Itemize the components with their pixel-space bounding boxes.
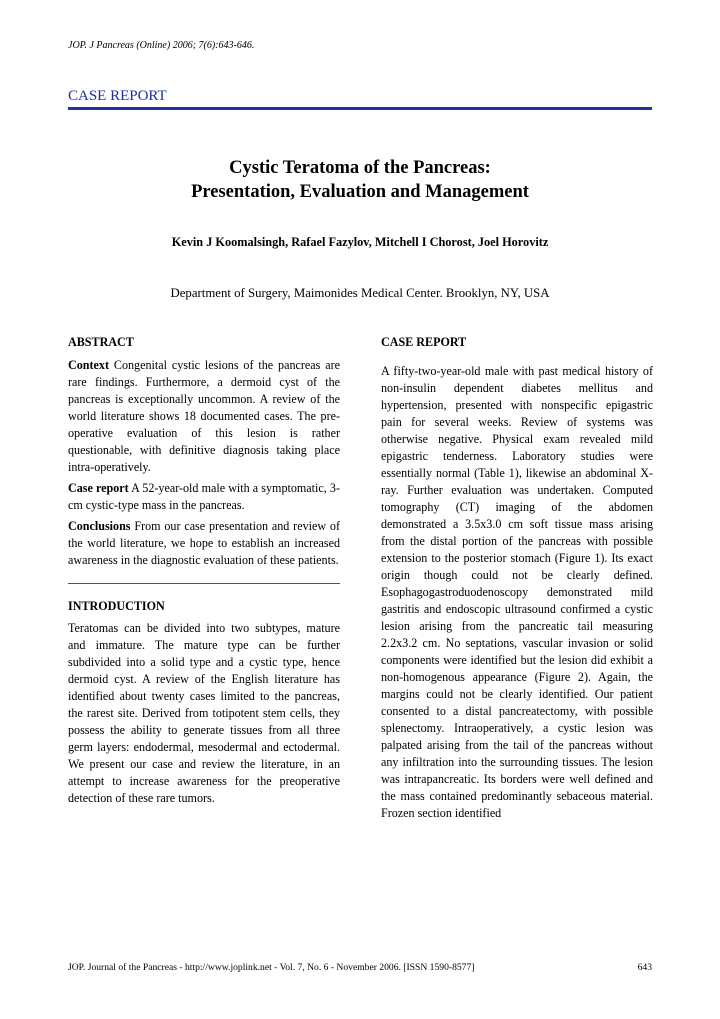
title-line-1: Cystic Teratoma of the Pancreas: [229,158,491,178]
article-title [68,156,652,204]
introduction-text: Teratomas can be divided into two subtypes, mature and immature. The mature type can be further subdivided into a solid type and a cystic type, hence dermoid cyst. A review of the English literature has identified about twenty cases limited to the pancreas, the rarest site. Derived from totipotent stem cells, they possess the ability to generate tissues from all three germ layers: endodermal, mesodermal and ectodermal. We present our case and review the literature, in an attempt to increase awareness for the preoperative detection of these rare tumors. [68,621,340,805]
page-number: 643 [637,962,652,973]
right-column [381,334,653,826]
context-text: Congenital cystic lesions of the pancreas are rare findings. Furthermore, a dermoid cyst of the pancreas is exceptionally uncommon. A review of the world literature shows 18 documented cases. The pre-operative evaluation of this lesion is rather questionable, with definitive diagnosis taking place intra-operatively. [68,358,340,474]
section-tag: CASE REPORT [68,88,167,104]
author-list: Kevin J Koomalsingh, Rafael Fazylov, Mitchell I Chorost, Joel Horovitz [171,235,549,249]
case-report-body: A fifty-two-year-old male with past medical history of non-insulin dependent diabetes mellitus and hypertension, presented with nonspecific epigastric pain for several weeks. Review of systems was otherwise negative. Physical exam revealed mild epigastric tenderness. Laboratory studies were essentially normal (Table 1), likewise an abdominal X-ray. Further evaluation was undertaken. Computed tomography (CT) imaging of the abdomen demonstrated a 3.5x3.0 cm soft tissue mass arising from the distal portion of the pancreas with possible extension to the posterior stomach (Figure 1). Its exact origin though could not be clearly defined. Esophagogastroduodenoscopy demonstrated mild gastritis and endoscopic ultrasound confirmed a cystic lesion arising from the pancreatic tail measuring 2.2x3.2 cm. No septations, vascular invasion or solid components were identified but the lesion did exhibit a non-homogenous appearance (Figure 2). Again, the margins could not be clearly identified. Our patient consented to a distal pancreatectomy, with possible splenectomy. Intraoperatively, a cystic lesion was palpated arising from the tail of the pancreas without any infiltration into the surrounding tissues. The lesion was intrapancreatic. Its borders were well defined and the mass contained predominantly sebaceous material. Frozen section identified [381,364,653,820]
case-report-text: A 52-year-old male with a symptomatic, 3-cm cystic-type mass in the pancreas. [68,481,340,512]
introduction-heading: INTRODUCTION [68,599,165,613]
case-report-label: Case report [68,481,129,495]
abstract-heading: ABSTRACT [68,335,134,349]
abstract-divider [68,583,340,584]
footer-citation: JOP. Journal of the Pancreas - http://www.joplink.net - Vol. 7, No. 6 - November 2006. [ISSN 1590-8577] [68,962,475,973]
page-footer [68,962,652,973]
abstract-case-report [68,480,340,514]
conclusions-label: Conclusions [68,519,131,533]
left-column [68,334,340,811]
affiliation: Department of Surgery, Maimonides Medical Center. Brooklyn, NY, USA [170,286,550,300]
journal-citation: JOP. J Pancreas (Online) 2006; 7(6):643-646. [68,40,255,51]
abstract-conclusions [68,518,340,569]
conclusions-text: From our case presentation and review of the world literature, we hope to establish an increased awareness in the diagnostic evaluation of these patients. [68,519,340,567]
abstract-context [68,357,340,476]
title-line-2: Presentation, Evaluation and Management [191,182,529,202]
case-report-heading: CASE REPORT [381,335,467,349]
header-rule [68,107,652,110]
context-label: Context [68,358,109,372]
